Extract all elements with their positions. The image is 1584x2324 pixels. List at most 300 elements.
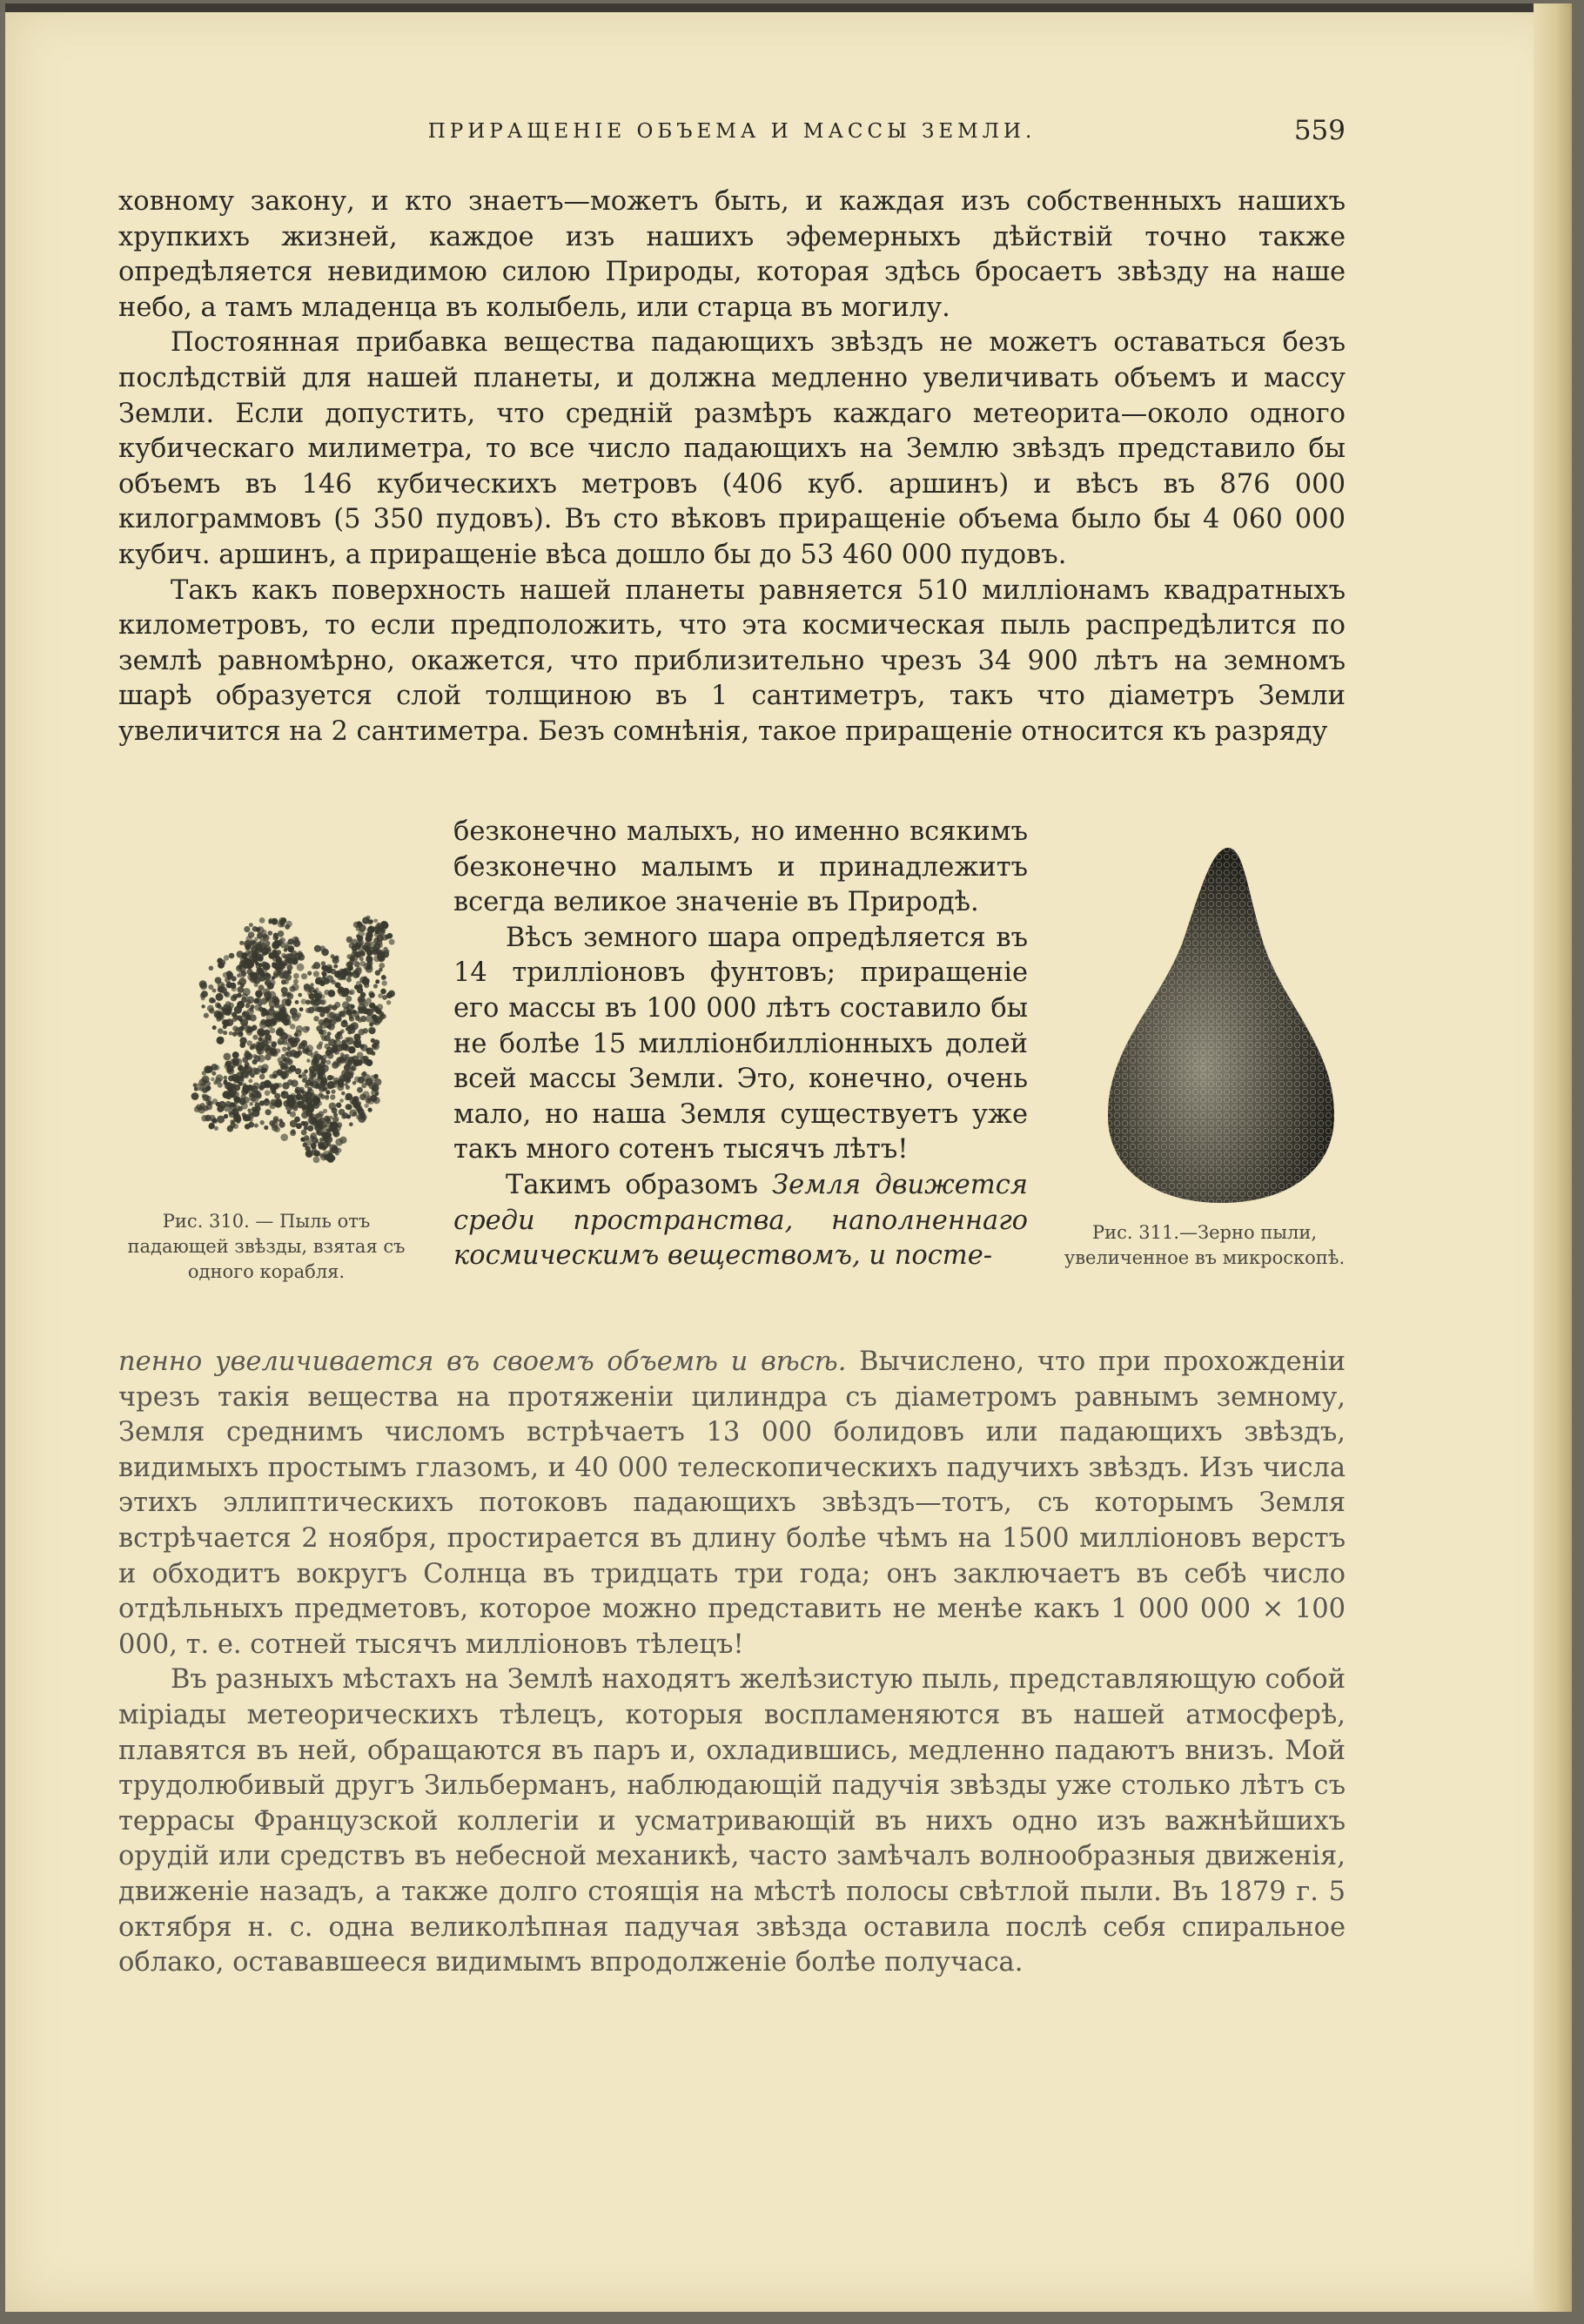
dust-particle [328,990,336,997]
dust-particle [245,1014,252,1020]
dust-particle [236,1079,240,1084]
dust-particle [319,1143,325,1149]
dust-particle [232,1051,239,1058]
dust-particle [317,1075,324,1082]
dust-particle [272,964,277,969]
dust-particle [239,1098,246,1105]
book-page [5,3,1572,2312]
dust-particle [206,1100,211,1105]
dust-particle [310,983,313,986]
dust-particle [224,1114,228,1118]
dust-particle [224,991,229,997]
dust-particle [293,973,299,979]
dust-particle [265,1011,270,1016]
dust-particle [341,1020,348,1027]
dust-particle [346,937,352,943]
dust-particle [359,957,364,961]
dust-particle [212,1025,217,1030]
dust-particle [294,1032,299,1037]
dust-particle [273,1118,279,1123]
dust-particle [204,1013,209,1018]
dust-particle [283,1058,287,1062]
paragraph-5-start [453,1168,1028,1274]
dust-particle [340,1052,345,1057]
dust-particle [236,1071,244,1079]
dust-particle [265,1019,272,1027]
dust-particle [294,1117,300,1123]
dust-particle [270,1006,274,1011]
dust-particle [359,997,366,1005]
dust-particle [301,1040,307,1046]
dust-particle [241,954,246,959]
dust-particle [319,1138,324,1142]
dust-particle [220,1038,225,1042]
dust-particle [307,971,312,976]
dust-particle [211,1071,216,1076]
dust-particle [368,957,373,961]
dust-particle [281,965,285,970]
dust-particle [370,992,375,997]
dust-particle [368,1108,373,1112]
dust-particle [274,936,279,940]
dust-particle [242,1057,248,1063]
dust-particle [375,979,379,984]
dust-particle [259,1074,265,1080]
dust-particle [374,1078,381,1085]
dust-particle [388,991,395,997]
dust-particle [313,962,320,969]
dust-particle [378,993,383,998]
dust-particle [272,1071,279,1078]
dust-particle [367,920,373,925]
dust-particle [321,995,326,999]
dust-particle [270,1028,276,1034]
dust-particle [218,1028,224,1034]
dust-particle [229,1031,233,1036]
dust-particle [214,1011,222,1018]
dust-particle [306,1058,310,1062]
dust-particle [353,952,357,956]
figure-310-dust-image [149,887,436,1174]
dust-particle [332,1116,339,1122]
dust-particle [238,1026,244,1032]
dust-particle [358,930,365,937]
figure-311-caption: Рис. 311.—Зерно пыли, увеличенное въ микроскопѣ. [1064,1222,1346,1268]
dust-particle [230,1058,236,1065]
dust-particle [288,1059,293,1065]
dust-particle [326,1132,332,1138]
dust-particle [264,1125,268,1130]
dust-particle [249,923,253,927]
dust-particle [354,1038,361,1045]
dust-particle [380,989,386,995]
dust-particle [282,1046,287,1051]
dust-particle [238,981,241,984]
dust-particle [298,993,302,997]
dust-particle [224,1076,228,1080]
dust-particle [351,1004,355,1009]
dust-particle [278,930,285,937]
dust-particle [331,1122,339,1130]
dust-particle [306,1091,311,1096]
dust-particle [319,1041,323,1045]
dust-particle [364,945,370,951]
dust-particle [291,1101,298,1108]
dust-particle [231,1103,235,1107]
dust-particle [349,943,355,949]
paragraph-5-rest: Вычислено, что при прохожденіи чрезъ такія вещества на протяженіи цилиндра съ діаметромъ равнымъ земному, Земля среднимъ числомъ встрѣчаетъ 13 000 болидовъ или падающихъ звѣздъ, видимыхъ простымъ глазомъ, и 40 000 телескопическихъ падучихъ звѣздъ. Изъ числа этихъ эллиптическихъ потоковъ падающихъ звѣздъ—тотъ, съ которымъ Земля встрѣчается 2 ноября, простирается въ длину болѣе чѣмъ на 1500 милліоновъ верстъ и обходитъ вокругъ Солнца въ тридцать три года; онъ заключаетъ въ себѣ число отдѣльныхъ предметовъ, которое можно представить не менѣе какъ 1 000 000 × 100 000, т. е. сотней тысячъ милліоновъ тѣлецъ! [118,1347,1346,1660]
dust-particle [226,1018,234,1026]
dust-particle [314,945,321,952]
dust-particle [228,1111,233,1116]
dust-particle [372,1014,377,1019]
dust-particle [265,1109,272,1115]
dust-particle [232,1076,236,1080]
dust-particle [279,1009,285,1015]
dust-particle [354,984,359,990]
dust-particle [312,1058,319,1065]
dust-particle [298,950,303,956]
dust-particle [245,1025,252,1033]
dust-particle [273,997,280,1004]
dust-particle [239,941,244,945]
paragraph-5-lead: Такимъ образомъ [506,1169,773,1200]
dust-particle [292,1038,299,1044]
dust-particle [321,971,326,976]
dust-particle [301,1130,307,1136]
dust-particle [348,1046,356,1054]
dust-particle [336,1103,341,1108]
dust-particle [209,1124,215,1130]
dust-particle [199,1106,204,1111]
dust-particle [292,937,299,944]
dust-particle [321,961,326,966]
dust-particle [256,997,261,1003]
dust-particle [250,1102,253,1105]
dust-particle [331,1090,335,1094]
dust-particle [279,939,283,944]
dust-particle [342,991,348,997]
dust-particle [355,1103,360,1108]
dust-particle [267,983,274,990]
figure-311-grain-image [1097,837,1346,1212]
dust-particle [224,1053,232,1061]
dust-particle [337,1031,342,1037]
dust-particle [244,1065,248,1069]
dust-particle [314,1151,320,1157]
dust-particle [371,1089,379,1097]
dust-particle [325,1096,329,1100]
dust-particle [290,1112,296,1118]
dust-particle [330,1094,335,1099]
dust-particle [381,935,387,941]
dust-particle [265,1098,269,1103]
dust-particle [265,941,271,946]
dust-particle [389,939,395,945]
dust-particle [274,1093,280,1099]
dust-particle [286,958,292,964]
dust-particle [244,940,252,948]
dust-particle [225,1101,232,1107]
text-block-bottom [118,1345,1346,1981]
dust-particle [351,1022,359,1030]
dust-particle [268,930,273,936]
dust-particle [359,1029,366,1036]
dust-particle [373,984,378,988]
dust-particle [215,1002,221,1008]
text-block-top [118,185,1346,750]
dust-particle [279,917,285,924]
dust-particle [346,962,353,969]
dust-particle [245,950,251,955]
dust-particle [351,1065,357,1071]
dust-particle [373,937,379,944]
dust-particle [251,946,258,953]
dust-particle [387,933,393,939]
dust-particle [313,1103,318,1107]
dust-particle [259,1082,266,1089]
dust-particle [364,978,369,984]
dust-particle [327,1023,334,1030]
dust-particle [296,1025,303,1032]
dust-particle [269,1103,275,1109]
dust-particle [255,1107,260,1112]
dust-particle [360,1056,368,1064]
dust-particle [285,1051,289,1056]
dust-particle [265,1090,271,1096]
dust-particle [327,1075,332,1080]
dust-particle [371,1051,375,1056]
dust-particle [333,964,338,969]
dust-particle [362,1071,366,1076]
dust-particle [382,980,387,985]
dust-particle [383,947,387,951]
dust-particle [360,1016,366,1022]
dust-particle [223,972,229,978]
dust-particle [282,1075,286,1079]
dust-particle [254,983,258,987]
dust-particle [227,1068,234,1075]
dust-particle [320,1034,325,1038]
dust-particle [212,989,217,993]
dust-particle [339,1137,346,1144]
dust-particle [250,1007,254,1011]
dust-particle [216,993,224,1001]
dust-particle [292,959,299,965]
dust-particle [236,965,242,971]
dust-particle [346,1085,350,1090]
dust-particle [378,954,386,962]
dust-particle [386,1000,391,1004]
dust-particle [228,1007,232,1011]
dust-particle [303,1143,308,1148]
dust-particle [377,923,382,928]
dust-particle [334,1002,340,1008]
dust-particle [305,1000,311,1005]
dust-particle [248,1078,252,1083]
dust-particle [292,984,299,991]
dust-particle [310,1135,314,1139]
dust-particle [260,1120,265,1125]
dust-particle [367,926,374,933]
dust-particle [255,990,263,997]
dust-particle [336,1062,341,1067]
dust-particle [373,919,378,924]
dust-particle [262,933,267,938]
dust-particle [291,1129,295,1133]
paragraph-3-continued: безконечно малыхъ, но именно всякимъ безконечно малымъ и принадлежитъ всегда великое значеніе въ Природѣ. [453,816,1028,918]
dust-particle [346,1115,351,1119]
dust-particle [272,1086,277,1091]
dust-particle [217,1116,225,1124]
dust-particle [215,1078,221,1084]
dust-particle [283,1100,290,1107]
dust-particle [259,917,265,924]
dust-particle [301,973,307,979]
dust-particle [218,1101,226,1109]
dust-particle [255,1091,259,1095]
dust-particle [345,1078,351,1084]
dust-particle [339,1098,344,1103]
dust-particle [286,964,292,971]
dust-particle [349,991,353,995]
dust-particle [313,1157,320,1164]
dust-particle [278,971,282,976]
dust-particle [224,955,229,960]
dust-particle [326,1047,332,1053]
dust-particle [208,984,213,990]
dust-particle [361,1007,368,1014]
dust-particle [319,1092,323,1097]
dust-particle [378,943,383,948]
dust-particle [202,1071,206,1075]
dust-particle [326,1060,332,1065]
dust-particle [357,1087,363,1093]
dust-particle [259,944,266,950]
dust-particle [250,1045,254,1050]
dust-particle [258,984,265,991]
dust-particle [334,1050,339,1055]
dust-particle [223,1024,227,1029]
dust-particle [278,1040,282,1044]
dust-particle [234,1006,242,1014]
dust-particle [201,1004,205,1008]
dust-particle [293,1051,300,1058]
text-column-middle [453,815,1028,1274]
dust-particle [377,1004,383,1010]
dust-particle [282,1016,287,1021]
page-number: 559 [1293,115,1346,146]
dust-particle [332,957,339,964]
dust-particle [281,992,285,997]
dust-particle [307,1125,313,1132]
dust-particle [245,1075,249,1079]
dust-particle [205,1081,211,1087]
dust-particle [232,1025,238,1031]
dust-particle [258,970,265,977]
dust-particle [280,1063,287,1070]
dust-particle [252,1035,258,1040]
dust-particle [305,1079,312,1085]
dust-particle [375,971,380,976]
dust-particle [265,972,270,977]
dust-particle [295,1000,299,1004]
dust-particle [254,937,258,942]
dust-particle [280,1133,288,1141]
dust-particle [237,1119,241,1124]
dust-particle [360,1114,367,1121]
dust-particle [341,1091,346,1096]
dust-particle [346,1104,352,1110]
dust-particle [254,1055,261,1062]
dust-particle [224,1079,228,1084]
dust-particle [254,1124,258,1128]
dust-particle [315,978,321,984]
dust-particle [316,1082,322,1088]
dust-particle [250,971,258,979]
dust-particle [301,1121,305,1125]
dust-particle [245,999,251,1004]
dust-particle [214,1126,218,1131]
dust-particle [323,1151,331,1159]
dust-particle [279,1121,285,1127]
dust-particle [281,953,286,958]
dust-particle [272,1013,279,1020]
dust-particle [319,1019,326,1026]
dust-particle [282,1082,289,1089]
dust-particle [356,966,362,972]
dust-particle [230,1123,235,1128]
dust-particle [359,950,365,955]
dust-particle [350,1071,354,1076]
paragraph-6: Въ разныхъ мѣстахъ на Землѣ находятъ желѣзистую пыль, представляющую собой міріады метеорическихъ тѣлецъ, которыя воспламеняются въ нашей атмосферѣ, плавятся въ ней, обращаются въ паръ и, охладившись, медленно падаютъ внизъ. Мой трудолюбивый другъ Зильберманъ, наблюдающій падучія звѣзды уже столько лѣтъ съ террасы Французской коллегіи и усматривающій въ нихъ одно изъ важнѣйшихъ орудій или средствъ въ небесной механикѣ, часто замѣчалъ волнообразныя движенія, движеніе назадъ, а также долго стоящія на мѣстѣ полосы свѣтлой пыли. Въ 1879 г. 5 октября н. с. одна великолѣпная падучая звѣзда оставила послѣ себя спиральное облако, остававшееся видимымъ впродолженіе болѣе получаса. [118,1664,1346,1978]
dust-particle [320,999,326,1005]
dust-particle [292,1013,299,1021]
dust-particle [381,975,386,980]
dust-particle [319,1153,324,1158]
dust-particle [225,1001,232,1007]
dust-particle [311,1118,315,1123]
dust-particle [302,1026,309,1033]
dust-particle [247,1040,253,1046]
dust-particle [257,1047,265,1055]
dust-particle [305,1048,310,1052]
paragraph-2: Постоянная прибавка вещества падающихъ звѣздъ не можетъ оставаться безъ послѣдствій для нашей планеты, и должна медленно увеличивать объемъ и массу Земли. Если допустить, что средній размѣръ каждаго метеорита—около одного кубическаго милиметра, то все число падающихъ на Землю звѣздъ представило бы объемъ въ 146 кубическихъ метровъ (406 куб. аршинъ) и вѣсъ въ 876 000 килограммовъ (5 350 пудовъ). Въ сто вѣковъ приращеніе объема было бы 4 060 000 кубич. аршинъ, а приращеніе вѣса дошло бы до 53 460 000 пудовъ. [118,327,1346,570]
dust-particle [252,956,258,962]
dust-particle [381,1014,386,1019]
dust-particle [199,980,207,988]
dust-particle [241,993,247,999]
dust-particle [200,993,205,998]
dust-particle [203,1105,209,1112]
paragraph-5-italic-end: пенно увеличивается въ своемъ объемѣ и вѣсѣ. [118,1347,847,1377]
dust-particle [379,963,385,969]
dust-particle [349,1122,353,1126]
dust-particle [326,1011,333,1018]
dust-particle [232,1031,238,1037]
dust-particle [225,977,231,984]
dust-particle [372,1043,379,1051]
dust-particle [211,1078,215,1082]
dust-particle [253,1083,260,1090]
dust-particle [262,1068,267,1073]
dust-particle [368,1026,376,1034]
dust-particle [365,1078,373,1086]
dust-particle [332,1107,338,1113]
dust-particle [313,990,317,993]
dust-particle [300,1137,305,1141]
dust-particle [338,1081,345,1088]
